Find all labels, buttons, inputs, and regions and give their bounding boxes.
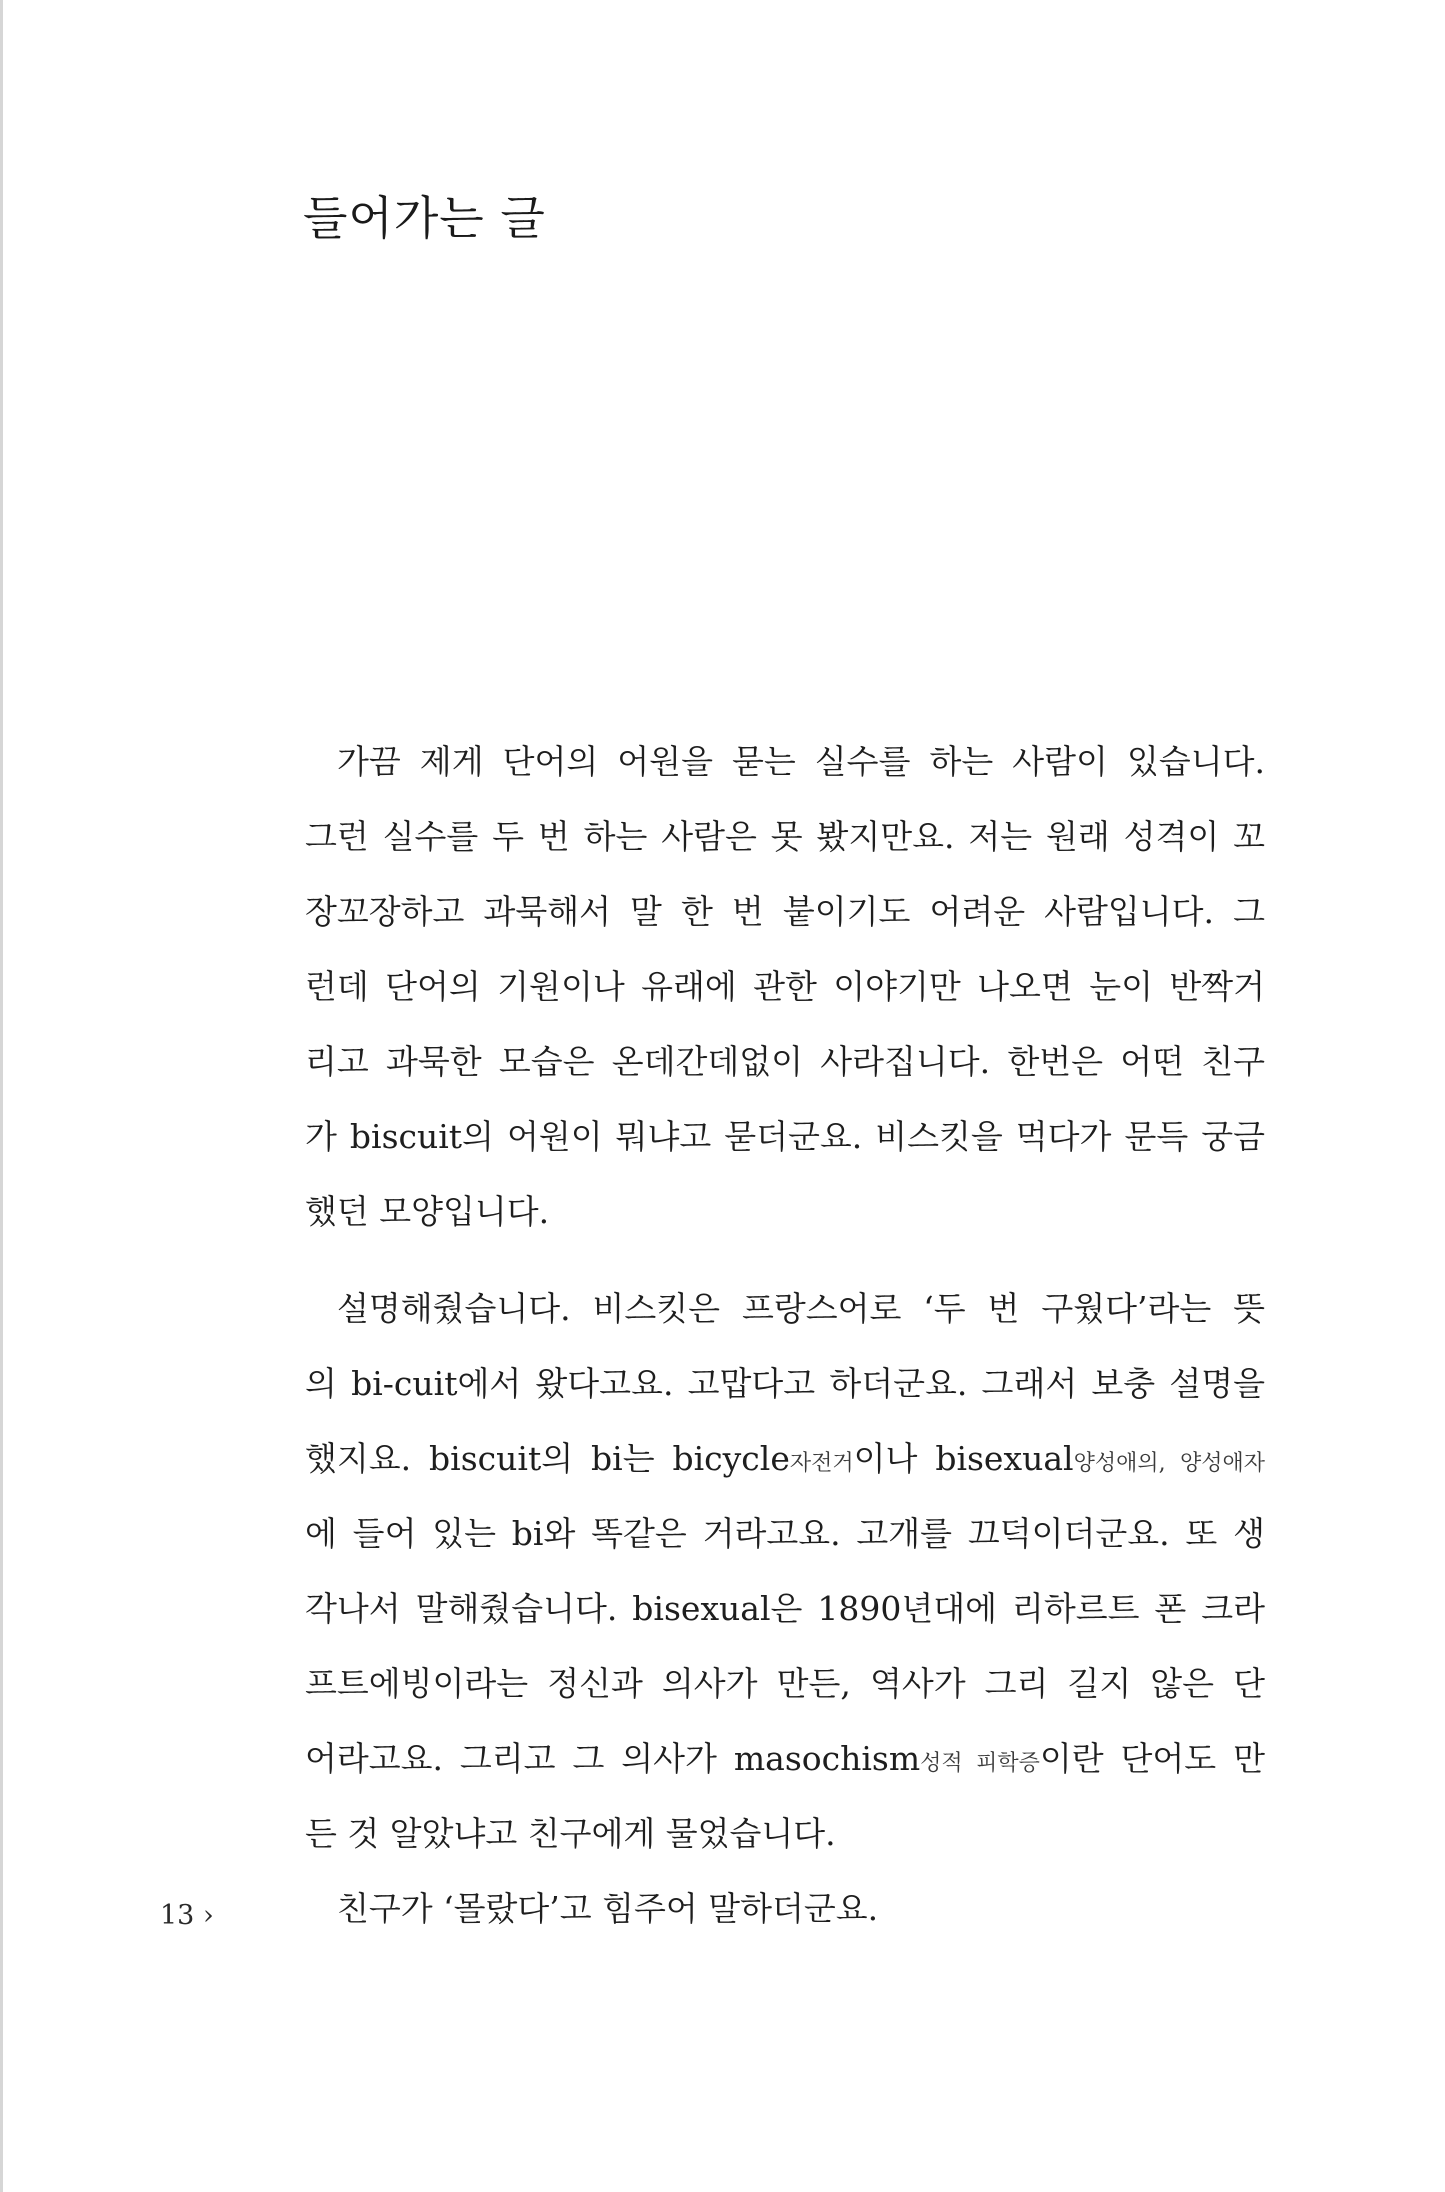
page-number: 13 › — [160, 1900, 214, 1931]
text-line-with-gloss — [305, 1739, 1265, 1780]
text-segment: 이란 단어도 만 — [1039, 1739, 1265, 1778]
text-segment: 어라고요. 그리고 그 의사가 masochism — [305, 1739, 921, 1778]
text-line: 의 bi-cuit에서 왔다고요. 고맙다고 하더군요. 그래서 보충 설명을 — [305, 1364, 1265, 1403]
text-line: 가 biscuit의 어원이 뭐냐고 묻더군요. 비스킷을 먹다가 문득 궁금 — [305, 1117, 1265, 1156]
gloss-note: 성적 피학증 — [920, 1751, 1040, 1776]
gloss-note: 자전거 — [789, 1451, 854, 1476]
text-line: 각나서 말해줬습니다. bisexual은 1890년대에 리하르트 폰 크라 — [305, 1589, 1265, 1628]
text-line: 설명해줬습니다. 비스킷은 프랑스어로 ‘두 번 구웠다’라는 뜻 — [337, 1289, 1265, 1328]
text-line: 친구가 ‘몰랐다’고 힘주어 말하더군요. — [337, 1889, 879, 1928]
text-line: 프트에빙이라는 정신과 의사가 만든, 역사가 그리 길지 않은 단 — [305, 1664, 1265, 1703]
gloss-note: 양성애의, 양성애자 — [1073, 1451, 1265, 1476]
page-edge — [0, 0, 3, 2192]
text-line: 런데 단어의 기원이나 유래에 관한 이야기만 나오면 눈이 반짝거 — [305, 967, 1265, 1006]
text-line-with-gloss — [305, 1439, 1265, 1480]
text-segment: 했지요. biscuit의 bi는 bicycle — [305, 1439, 790, 1478]
text-line: 리고 과묵한 모습은 온데간데없이 사라집니다. 한번은 어떤 친구 — [305, 1042, 1265, 1081]
text-segment: 이나 bisexual — [853, 1439, 1074, 1478]
chapter-title: 들어가는 글 — [303, 191, 546, 245]
text-line: 가끔 제게 단어의 어원을 묻는 실수를 하는 사람이 있습니다. — [337, 742, 1265, 781]
text-line: 장꼬장하고 과묵해서 말 한 번 붙이기도 어려운 사람입니다. 그 — [305, 892, 1265, 931]
text-line: 에 들어 있는 bi와 똑같은 거라고요. 고개를 끄덕이더군요. 또 생 — [305, 1514, 1265, 1553]
text-line: 그런 실수를 두 번 하는 사람은 못 봤지만요. 저는 원래 성격이 꼬 — [305, 817, 1265, 856]
text-line: 했던 모양입니다. — [305, 1192, 550, 1231]
text-line: 든 것 알았냐고 친구에게 물었습니다. — [305, 1814, 836, 1853]
